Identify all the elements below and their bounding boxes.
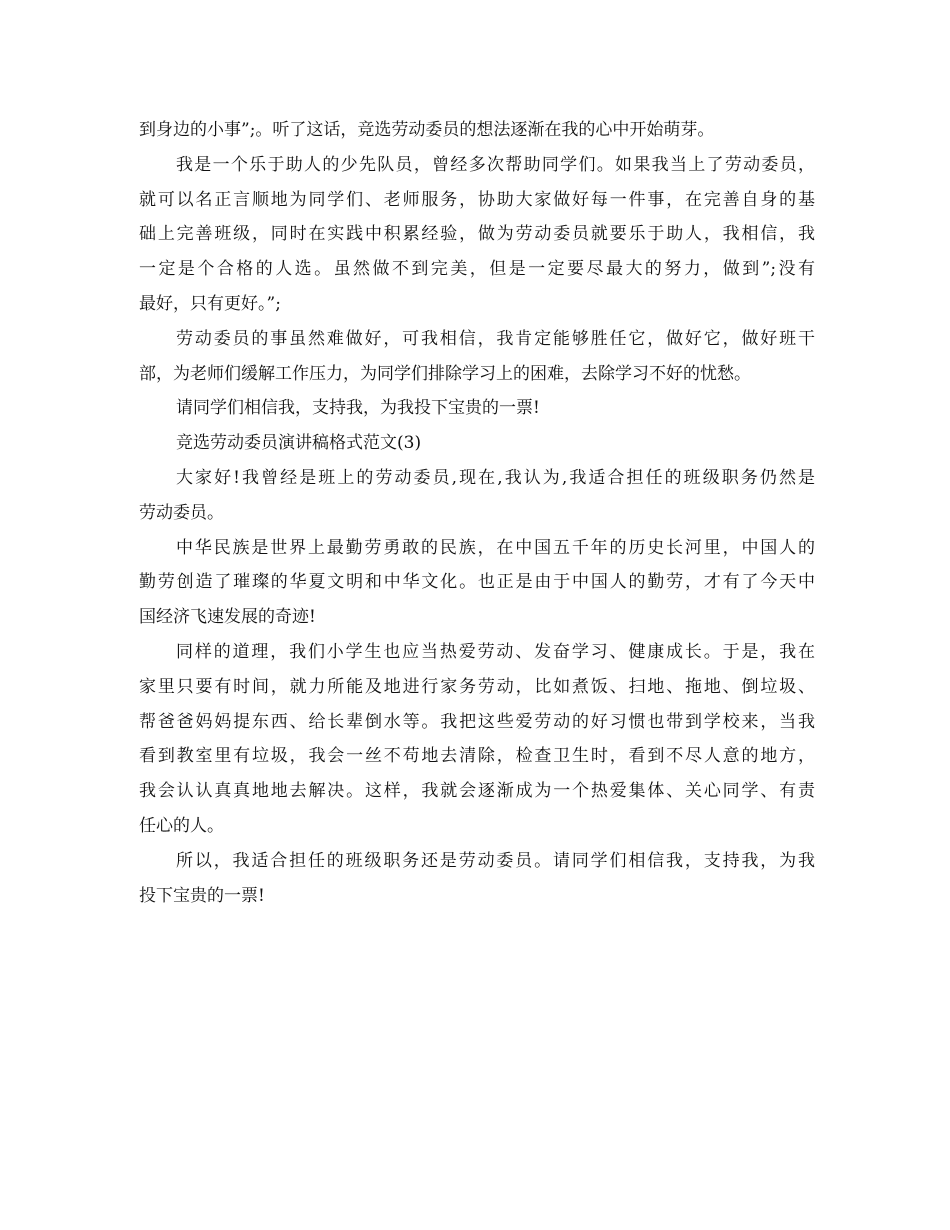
text-line: 大家好!我曾经是班上的劳动委员,现在,我认为,我适合担任的班级职务仍然是 [176, 467, 815, 488]
text-line: 看到教室里有垃圾，我会一丝不苟地去清除，检查卫生时，看到不尽人意的地方， [139, 746, 815, 767]
text-line: 最好，只有更好。”; [139, 293, 281, 314]
text-line: 部，为老师们缓解工作压力，为同学们排除学习上的困难，去除学习不好的忧愁。 [139, 363, 751, 384]
text-line: 就可以名正言顺地为同学们、老师服务，协助大家做好每一件事，在完善自身的基 [139, 189, 815, 210]
text-line: 所以，我适合担任的班级职务还是劳动委员。请同学们相信我，支持我，为我 [176, 850, 815, 871]
text-line: 投下宝贵的一票! [139, 885, 265, 906]
text-line: 帮爸爸妈妈提东西、给长辈倒水等。我把这些爱劳动的好习惯也带到学校来，当我 [139, 711, 815, 732]
text-line: 我会认认真真地地去解决。这样，我就会逐渐成为一个热爱集体、关心同学、有责 [139, 781, 815, 802]
text-line: 到身边的小事”;。听了这话，竞选劳动委员的想法逐渐在我的心中开始萌芽。 [139, 120, 715, 140]
text-line: 请同学们相信我，支持我，为我投下宝贵的一票! [176, 398, 540, 419]
text-line: 中华民族是世界上最勤劳勇敢的民族，在中国五千年的历史长河里，中国人的 [176, 537, 815, 558]
text-line: 劳动委员。 [139, 502, 224, 523]
text-line: 家里只要有时间，就力所能及地进行家务劳动，比如煮饭、扫地、拖地、倒垃圾、 [139, 676, 815, 697]
document-body [139, 113, 815, 913]
text-line: 国经济飞速发展的奇迹! [139, 607, 316, 628]
text-line: 竞选劳动委员演讲稿格式范文(3) [176, 433, 422, 454]
text-line: 同样的道理，我们小学生也应当热爱劳动、发奋学习、健康成长。于是，我在 [176, 641, 815, 662]
text-line: 础上完善班级，同时在实践中积累经验，做为劳动委员就要乐于助人，我相信，我 [139, 224, 815, 245]
text-line: 劳动委员的事虽然难做好，可我相信，我肯定能够胜任它，做好它，做好班干 [176, 328, 815, 349]
text-line: 一定是个合格的人选。虽然做不到完美，但是一定要尽最大的努力，做到”;没有 [139, 259, 815, 280]
text-line: 我是一个乐于助人的少先队员，曾经多次帮助同学们。如果我当上了劳动委员， [176, 154, 815, 175]
text-line: 任心的人。 [139, 815, 224, 836]
text-line: 勤劳创造了璀璨的华夏文明和中华文化。也正是由于中国人的勤劳，才有了今天中 [139, 572, 815, 593]
